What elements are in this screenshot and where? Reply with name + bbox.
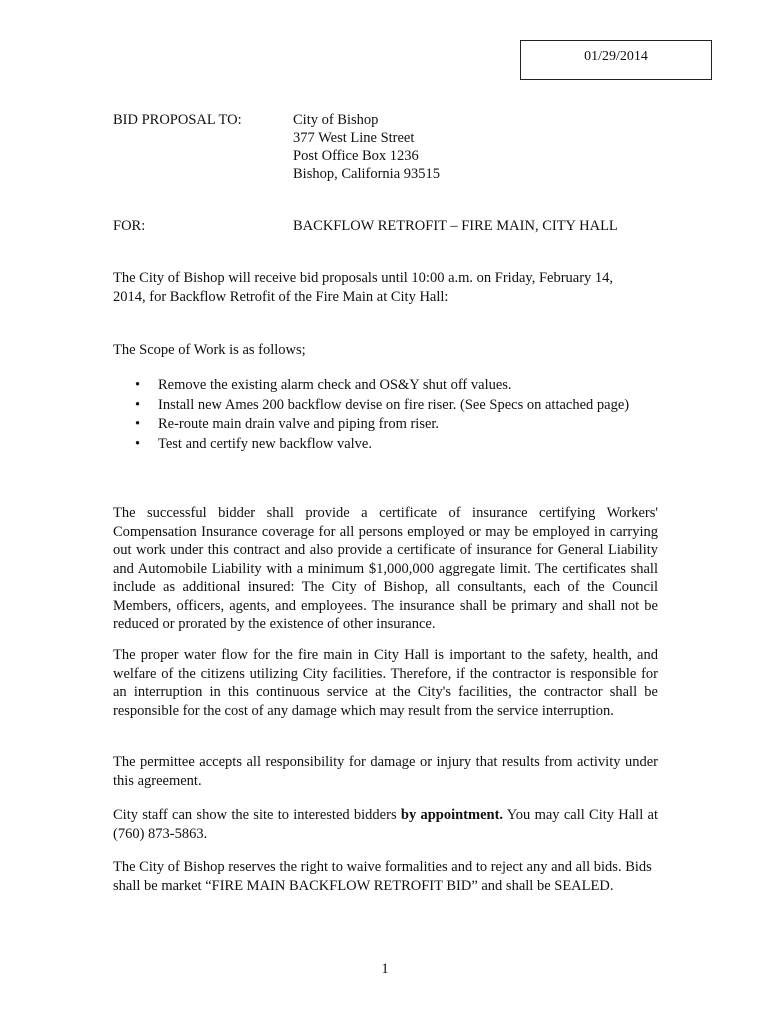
page-number: 1 [381, 961, 389, 977]
scope-heading: The Scope of Work is as follows; [113, 342, 306, 358]
for-value: BACKFLOW RETROFIT – FIRE MAIN, CITY HALL [293, 218, 618, 234]
site-paragraph: City staff can show the site to interested bidders by appointment. You may call City Hall at (760) 873-5863. [113, 807, 658, 842]
address-line: City of Bishop [293, 112, 379, 128]
scope-item: • Remove the existing alarm check and OS&Y shut off values. [113, 376, 673, 396]
insurance-paragraph: The successful bidder shall provide a certificate of insurance certifying Workers' Compensation Insurance coverage for all persons employed or may be employed in carrying out work under this contract and also provide a certificate of insurance for General Liability and Automobile Liability with a minimum $1,000,000 aggregate limit. The certificates shall include as additional insured: The City of Bishop, all consultants, each of the Council Members, officers, agents, and employees. The insurance shall be primary and shall not be reduced or prorated by the existence of other insurance. [113, 505, 658, 632]
water-flow-paragraph: The proper water flow for the fire main in City Hall is important to the safety, health, and welfare of the citizens utilizing City facilities. Therefore, if the contractor is responsible for an interruption in this continuous service at the City's facilities, the contractor shall be responsible for the cost of any damage which may result from the service interruption. [113, 647, 658, 719]
date-box [520, 40, 712, 80]
scope-item: • Test and certify new backflow valve. [113, 435, 673, 455]
intro-paragraph: The City of Bishop will receive bid proposals until 10:00 a.m. on Friday, February 14, 2014, for Backflow Retrofit of the Fire Main at City Hall: [113, 270, 614, 305]
address-line: Post Office Box 1236 [293, 148, 419, 164]
bid-proposal-label: BID PROPOSAL TO: [113, 112, 242, 128]
scope-item: • Install new Ames 200 backflow devise on fire riser. (See Specs on attached page) [113, 396, 673, 416]
bullet-icon: • [135, 416, 141, 432]
scope-item: • Re-route main drain valve and piping from riser. [113, 415, 673, 435]
bullet-icon: • [135, 435, 141, 452]
scope-list [113, 376, 673, 454]
date-text: 01/29/2014 [584, 49, 648, 64]
bid-proposal-address [293, 111, 440, 183]
for-label: FOR: [113, 218, 146, 234]
bullet-icon: • [135, 396, 141, 413]
address-line: Bishop, California 93515 [293, 166, 441, 182]
address-line: 377 West Line Street [293, 130, 415, 146]
appointment-emphasis: by appointment. [400, 807, 504, 823]
reserve-paragraph: The City of Bishop reserves the right to waive formalities and to reject any and all bids. Bids shall be market “FIRE MAIN BACKFLOW RETROFIT BID” and shall be SEALED. [113, 859, 652, 894]
bullet-icon: • [135, 377, 141, 393]
permittee-paragraph: The permittee accepts all responsibility for damage or injury that results from activity under this agreement. [113, 754, 658, 789]
